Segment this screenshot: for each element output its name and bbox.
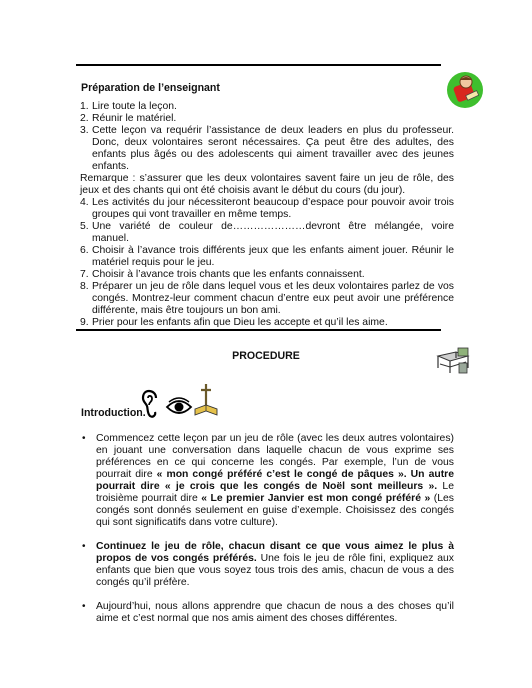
- list-item: 1. Lire toute la leçon.: [80, 101, 177, 112]
- list-item: 4. Les activités du jour nécessiteront beaucoup d’espace pour pouvoir avoir trois groupes qui vont travailler en même temps.: [80, 197, 454, 220]
- list-item: 5. Une variété de couleur de…………………devront être mélangée, voire manuel.: [80, 221, 454, 244]
- bible-cross-icon: [194, 383, 218, 417]
- remark-note: Remarque : s’assurer que les deux volontaires savent faire un jeu de rôle, des jeux et des chants qui ont été choisis avant le début du cours (du jour).: [80, 173, 454, 196]
- eye-icon: [166, 398, 192, 416]
- section-divider: [76, 329, 441, 331]
- introduction-label: Introduction.: [81, 407, 146, 419]
- prep-title: Préparation de l’enseignant: [81, 82, 220, 94]
- list-item: • Continuez le jeu de rôle, chacun disant ce que vous aimez le plus à propos de vos congés préférés. Une fois le jeu de rôle fini, expliquez aux enfants que bien que vous soyez tous trois des amis, chacun de vous a des congés qu’il préfère.: [82, 541, 455, 588]
- bullet-dot: •: [82, 601, 86, 612]
- procedure-title: PROCEDURE: [232, 350, 300, 362]
- list-item: • Commencez cette leçon par un jeu de rôle (avec les deux autres volontaires) en jouant une conversation dans laquelle chacun de vous exprime ses préférences en ce qui concerne les congés. Par exemple, l’un de vous pourrait dire « mon congé préféré c’est le congé de pâques ». Un autre pourrait dire « je crois que les congés de Noël sont meilleurs ». Le troisième pourrait dire « Le premier Janvier est mon congé préféré » (Les congés sont donnés seulement en guise d’exemple. Choisissez des congés qui sont significatifs dans votre culture).: [82, 433, 454, 528]
- list-item: 2. Réunir le matériel.: [80, 113, 177, 124]
- top-divider: [76, 64, 441, 66]
- list-item: 6. Choisir à l’avance trois différents jeux que les enfants aiment jouer. Réunir le matériel requis pour le jeu.: [80, 245, 454, 268]
- bullet-dot: •: [82, 433, 86, 444]
- list-item: • Aujourd’hui, nous allons apprendre que chacun de nous a des choses qu’il aime et c’est normal que nos amis aiment des choses différentes.: [82, 601, 454, 624]
- list-item: 9. Prier pour les enfants afin que Dieu les accepte et qu’il les aime.: [80, 317, 388, 328]
- ear-icon: [142, 390, 160, 418]
- list-item: 3. Cette leçon va requérir l’assistance de deux leaders en plus du professeur. Donc, deux volontaires seront nécessaires. Ça peut être des adultes, des enfants plus âgés ou des adolescents qui aiment travailler avec des jeunes enfants.: [80, 125, 454, 172]
- bullet-dot: •: [82, 541, 86, 552]
- prep-steps-list: [80, 101, 454, 329]
- desk-icon: [436, 346, 470, 376]
- list-item: 8. Préparer un jeu de rôle dans lequel vous et les deux volontaires parlez de vos congés. Montrez-leur comment chacun d’entre eux peut avoir une préférence différente, mais être toujours un bon ami.: [80, 281, 454, 316]
- procedure-bullets: [82, 433, 454, 637]
- list-item: 7. Choisir à l’avance trois chants que les enfants connaissent.: [80, 269, 365, 280]
